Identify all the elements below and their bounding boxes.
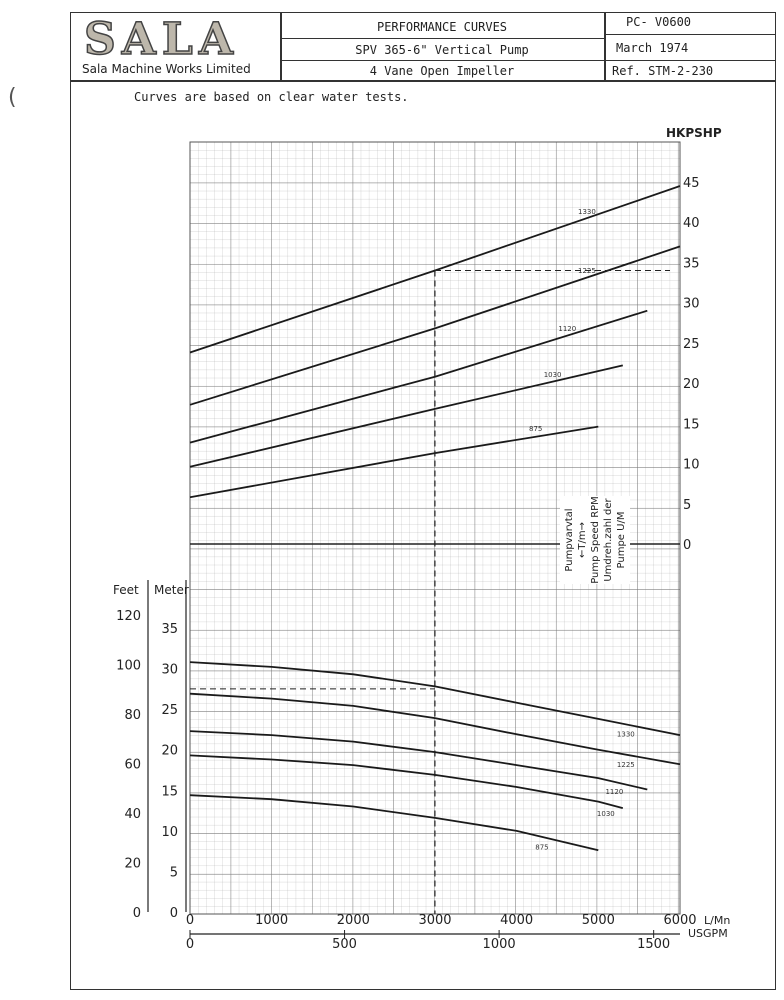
- flow-tick-label: 5000: [581, 913, 615, 928]
- sala-logo: SALA: [84, 14, 239, 65]
- flow-tick-label: 4000: [500, 913, 534, 928]
- meter-tick-label: 20: [161, 743, 178, 759]
- head-curve-label: 875: [535, 843, 549, 852]
- usgpm-axis-label: USGPM: [688, 927, 728, 940]
- power-curve-label: 1330: [578, 207, 596, 216]
- meter-tick-label: 15: [161, 784, 178, 800]
- document-reference: Ref. STM-2-230: [612, 64, 714, 78]
- flow-tick-label: 0: [185, 913, 195, 928]
- head-curve-label: 1120: [605, 788, 624, 797]
- company-name: Sala Machine Works Limited: [82, 62, 251, 76]
- feet-tick-label: 20: [124, 856, 141, 872]
- usgpm-tick-label: 1500: [637, 937, 671, 952]
- meter-tick-label: 0: [169, 906, 178, 921]
- flow-tick-label: 3000: [418, 913, 452, 928]
- flow-axis-label: L/Mn: [704, 914, 731, 927]
- feet-tick-label: 40: [124, 807, 141, 823]
- feet-tick-label: 80: [124, 708, 141, 724]
- power-tick-label: 5: [683, 497, 692, 513]
- power-tick-label: 45: [683, 176, 700, 191]
- margin-mark: (: [8, 85, 17, 110]
- power-tick-label: 25: [683, 336, 700, 352]
- document-date: March 1974: [616, 41, 689, 55]
- speed-label-line: Umdreh.zahl der: [603, 498, 614, 582]
- power-tick-label: 40: [683, 216, 700, 232]
- pump-model: SPV 365-6" Vertical Pump: [355, 43, 529, 57]
- power-tick-label: 0: [683, 538, 692, 553]
- head-axis-label-feet: Feet: [113, 583, 139, 597]
- meter-tick-label: 10: [161, 824, 178, 840]
- meter-tick-label: 25: [161, 703, 178, 719]
- power-curve-label: 1030: [543, 370, 562, 379]
- feet-tick-label: 100: [116, 658, 141, 674]
- power-curve-label: 875: [529, 425, 543, 434]
- document-number: PC- V0600: [626, 15, 692, 29]
- feet-tick-label: 120: [116, 609, 141, 625]
- speed-label-line: Pumpvarvtal: [564, 508, 575, 572]
- head-axis-label-meter: Meter: [154, 583, 189, 597]
- power-curve-label: 1225: [578, 267, 596, 276]
- power-tick-label: 20: [683, 377, 700, 393]
- test-note: Curves are based on clear water tests.: [134, 90, 409, 104]
- usgpm-tick-label: 1000: [482, 937, 516, 952]
- sheet-title: PERFORMANCE CURVES: [376, 20, 508, 34]
- head-curve-label: 1330: [616, 730, 635, 739]
- speed-label-line: Pumpe U/M: [616, 511, 627, 569]
- flow-tick-label: 1000: [255, 913, 289, 928]
- meter-tick-label: 30: [161, 662, 178, 678]
- speed-label-line: Pump Speed RPM: [590, 496, 601, 584]
- meter-tick-label: 5: [169, 865, 178, 881]
- flow-tick-label: 6000: [663, 913, 697, 928]
- power-axis-label: HKPSHP: [666, 126, 722, 140]
- power-tick-label: 35: [683, 256, 700, 272]
- feet-tick-label: 60: [124, 757, 141, 773]
- power-curve-label: 1120: [558, 325, 577, 334]
- feet-tick-label: 0: [132, 906, 141, 921]
- usgpm-tick-label: 500: [332, 937, 357, 952]
- speed-label-line: ←T/m→: [577, 522, 588, 558]
- power-tick-label: 30: [683, 296, 700, 312]
- head-curve-label: 1030: [596, 809, 615, 818]
- meter-tick-label: 35: [161, 622, 178, 637]
- head-curve-label: 1225: [616, 760, 635, 769]
- flow-tick-label: 2000: [336, 913, 370, 928]
- impeller-type: 4 Vane Open Impeller: [369, 64, 515, 78]
- power-tick-label: 10: [683, 457, 700, 473]
- power-tick-label: 15: [683, 417, 700, 433]
- usgpm-tick-label: 0: [185, 937, 195, 952]
